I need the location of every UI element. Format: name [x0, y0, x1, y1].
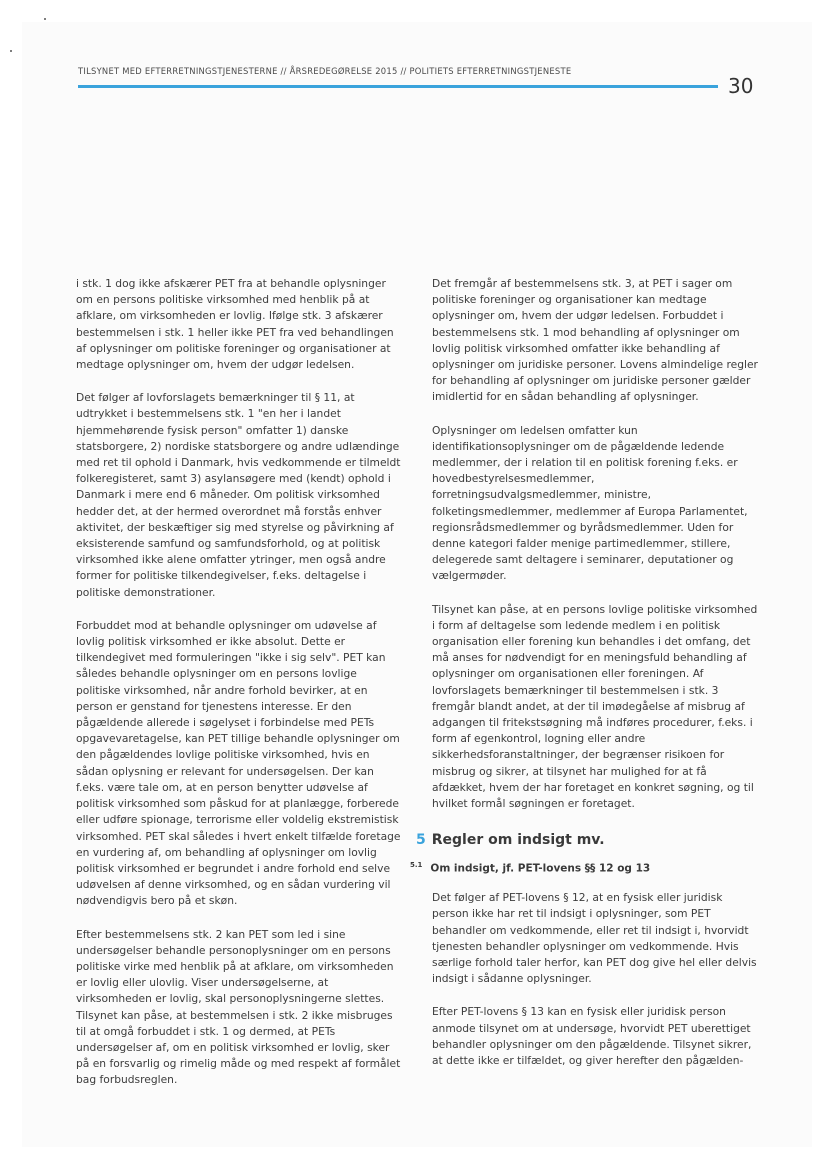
section-number: 5	[416, 832, 426, 849]
body-paragraph: Oplysninger om ledelsen omfatter kun identifikationsoplysninger om de pågældende ledende medlemmer, der i relation til en politisk forening f.eks. er hovedbestyrelsesmedlemmer, forretningsudvalgsmedlemmer, ministre, folketingsmedlemmer, medlemmer af Europa Parlamentet, regionsrådsmedlemmer og byrådsmedlemmer. Uden for denne kategori falder menige partimedlemmer, stillere, delegerede samt deltagere i seminarer, deputationer og vælgermøder.	[432, 423, 748, 583]
body-paragraph: Efter bestemmelsens stk. 2 kan PET som led i sine undersøgelser behandle personoplysninger om en persons politiske virke med henblik på at afklare, om virksomheden er lovlig eller ulovlig. Viser undersøgelserne, at virksomheden er lovlig, skal personoplysningerne slettes. Tilsynet kan påse, at bestemmelsen i stk. 2 ikke misbruges til at omgå forbuddet i stk. 1 og dermed, at PETs undersøgelser af, om en politisk virksomhed er lovlig, sker på en forsvarlig og rimelig måde og med respekt af formålet bag forbudsreglen.	[76, 927, 401, 1087]
body-paragraph: Det følger af PET-lovens § 12, at en fysisk eller juridisk person ikke har ret til indsigt i oplysninger, som PET behandler om vedkommende, eller ret til indsigt i, hvorvidt tjenesten behandler oplysninger om vedkommende. Hvis særlige forhold taler herfor, kan PET dog give hel eller delvis indsigt i sådanne oplysninger.	[432, 891, 757, 986]
subsection-heading	[410, 857, 758, 877]
body-paragraph: Det følger af lovforslagets bemærkninger til § 11, at udtrykket i bestemmelsens stk. 1 "en her i landet hjemmehørende fysisk person" omfatter 1) danske statsborgere, 2) nordiske statsborgere og andre udlændinge med ret til ophold i Danmark, hvis vedkommende er tilmeldt folkeregisteret, samt 3) asylansøgere med (kendt) ophold i Danmark i mere end 6 måneder. Om politisk virksomhed hedder det, at der hermed overordnet må forstås enhver aktivitet, der beskæftiger sig med styrelse og påvirkning af eksisterende samfund og samfundsforhold, og at politisk virksomhed ikke alene omfatter ytringer, men også andre former for politiske tilkendegivelser, f.eks. deltagelse i politiske demonstrationer.	[76, 391, 401, 599]
scan-speck	[44, 18, 46, 20]
body-paragraph: Det fremgår af bestemmelsens stk. 3, at PET i sager om politiske foreninger og organisationer kan medtage oplysninger om, hvem der udgør ledelsen. Forbuddet i bestemmelsens stk. 1 mod behandling af oplysninger om lovlig politisk virksomhed omfatter ikke behandling af oplysninger om juridiske personer. Lovens almindelige regler for behandling af oplysninger om juridiske personer gælder imidlertid for en sådan behandling af oplysninger.	[432, 277, 758, 404]
scan-speck	[10, 50, 12, 52]
left-column	[76, 276, 402, 1106]
running-header: TILSYNET MED EFTERRETNINGSTJENESTERNE // ÅRSREDEGØRELSE 2015 // POLITIETS EFTERRETNINGSTJENESTE	[78, 66, 572, 76]
subsection-number: 5.1	[410, 860, 423, 869]
header-rule	[78, 85, 718, 88]
body-paragraph: Tilsynet kan påse, at en persons lovlige politiske virksomhed i form af deltagelse som ledende medlem i en politisk organisation eller forening kun behandles i det omfang, det må anses for nødvendigt for en meningsfuld behandling af oplysninger om organisationen eller foreningen. Af lovforslagets bemærkninger til bestemmelsen i stk. 3 fremgår blandt andet, at der til imødegåelse af misbrug af adgangen til fritekstsøgning må indføres procedurer, f.eks. i form af egenkontrol, logning eller andre sikkerhedsforanstaltninger, der begrænser risikoen for misbrug og sikrer, at tilsynet har mulighed for at få afdækket, hvem der har foretaget en konkret søgning, og til hvilket formål søgningen er foretaget.	[432, 602, 758, 811]
body-paragraph: i stk. 1 dog ikke afskærer PET fra at behandle oplysninger om en persons politiske virksomhed med henblik på at afklare, om virksomheden er lovlig. Ifølge stk. 3 afskærer bestemmelsen i stk. 1 heller ikke PET fra ved behandlingen af oplysninger om politiske foreninger og organisationer at medtage oplysninger om, hvem der udgør ledelsen.	[76, 277, 394, 372]
section-heading	[416, 832, 758, 848]
section-title: Regler om indsigt mv.	[431, 832, 605, 849]
body-paragraph: Forbuddet mod at behandle oplysninger om udøvelse af lovlig politisk virksomhed er ikke absolut. Dette er tilkendegivet med formuleringen "ikke i sig selv". PET kan således behandle oplysninger om en persons lovlige politiske virksomhed, når andre forhold bevirker, at en person er genstand for tjenestens interesse. Er den pågældende allerede i søgelyset i forbindelse med PETs opgavevaretagelse, kan PET tillige behandle oplysninger om den pågældendes lovlige politiske virksomhed, hvis en sådan oplysning er relevant for undersøgelsen. Der kan f.eks. være tale om, at en person benytter udøvelse af politisk virksomhed som påskud for at planlægge, forberede eller udføre spionage, terrorisme eller voldelig ekstremistisk virksomhed. PET skal således i hvert enkelt tilfælde foretage en vurdering af, om behandling af oplysninger om lovlig politisk virksomhed er begrundet i andre forhold end selve udøvelsen af denne virksomhed, og en sådan vurdering vil nødvendigvis bero på et skøn.	[76, 618, 401, 908]
right-column	[410, 276, 758, 1086]
page-number: 30	[728, 74, 754, 98]
subsection-title: Om indsigt, jf. PET-lovens §§ 12 og 13	[430, 862, 651, 874]
body-paragraph: Efter PET-lovens § 13 kan en fysisk eller juridisk person anmode tilsynet om at undersøge, hvorvidt PET uberettiget behandler oplysninger om den pågældende. Tilsynet sikrer, at dette ikke er tilfældet, og giver herefter den pågælden-	[432, 1005, 752, 1068]
